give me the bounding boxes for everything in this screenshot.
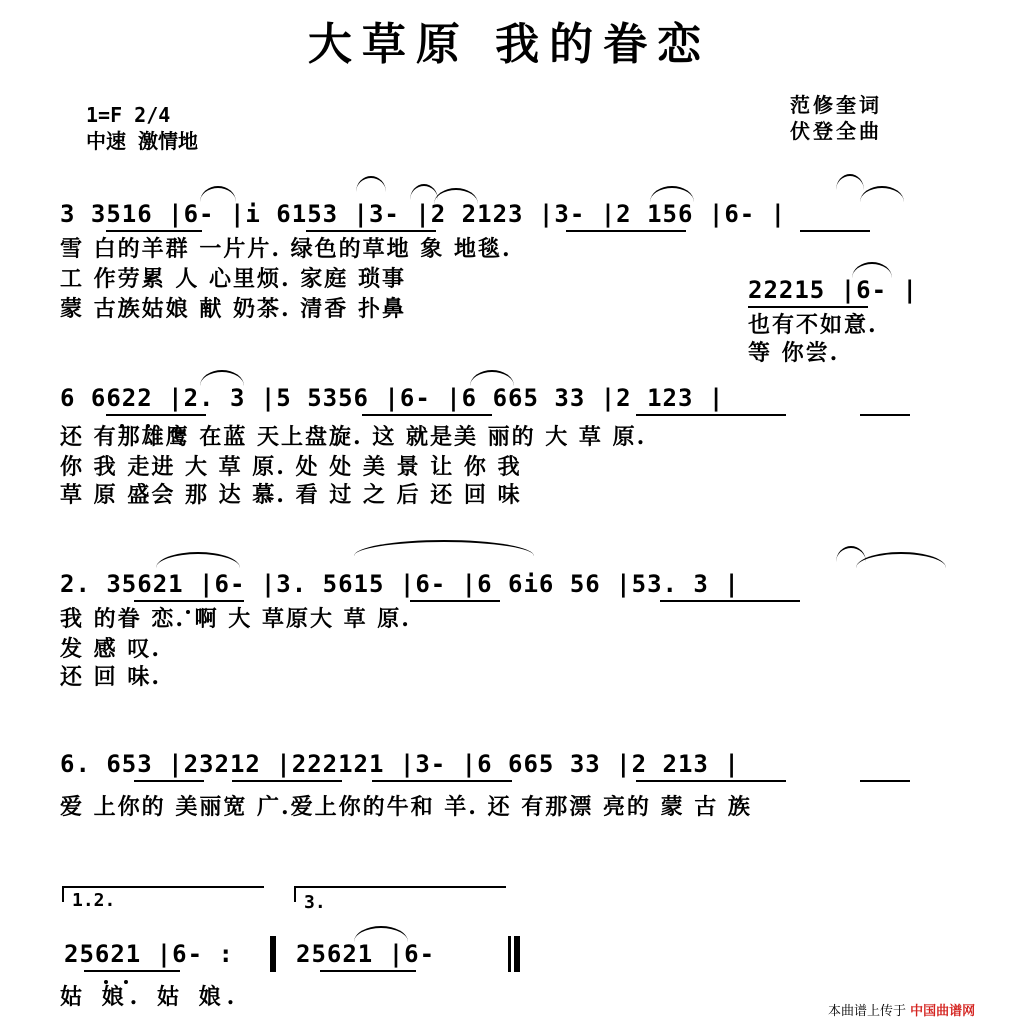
notation-text: 3 3516 |6- |i 6153 |3- |2 2123 |3- |2 156 |6- |	[60, 200, 787, 228]
beam	[660, 600, 800, 602]
lyric-line: 发 感 叹.	[60, 636, 161, 662]
slur	[354, 540, 534, 556]
beam	[410, 600, 500, 602]
tie	[470, 370, 514, 386]
tie	[156, 552, 240, 568]
notation-line-1b	[744, 276, 984, 316]
volta-label-2: 3.	[304, 892, 326, 913]
beam	[860, 414, 910, 416]
tempo-expression: 中速 激情地	[86, 129, 199, 153]
tie	[410, 184, 438, 200]
lyricist: 范修奎词	[790, 93, 882, 117]
composer: 伏登全曲	[790, 119, 882, 143]
notation-text: 6. 653 |23212 |222121 |3- |6 665 33 |2 213 |	[60, 750, 740, 778]
beam	[372, 780, 512, 782]
notation-line-4	[0, 750, 1019, 790]
notation-text: 2. 35621 |6- |3. 5615 |6- |6 6i6 56 |53. 3 |	[60, 570, 740, 598]
lyric-line: 我 的眷 恋. 啊 大 草原大 草 原.	[60, 606, 411, 632]
notation-text: 6 6622 |2. 3 |5 5356 |6- |6 665 33 |2 123 |	[60, 384, 725, 412]
beam	[134, 780, 204, 782]
tie	[836, 174, 864, 190]
repeat-barline	[270, 936, 276, 972]
lyric-line: 你 我 走进 大 草 原. 处 处 美 景 让 你 我	[60, 454, 522, 480]
beam	[362, 414, 492, 416]
tie	[852, 262, 892, 278]
lyric-line: 还 回 味.	[60, 664, 161, 690]
header-info-right	[790, 92, 882, 144]
notation-line-1	[0, 200, 1019, 240]
header-info-left	[86, 102, 198, 154]
tie	[356, 176, 386, 192]
beam	[860, 780, 910, 782]
lyric-line: 还 有那雄鹰 在蓝 天上盘旋. 这 就是美 丽的 大 草 原.	[60, 424, 647, 450]
beam	[84, 970, 180, 972]
volta-label-1: 1.2.	[72, 890, 116, 911]
tie	[650, 186, 694, 202]
tie	[434, 188, 478, 204]
volta-bracket-2	[294, 886, 506, 902]
beam	[106, 230, 202, 232]
notation-text-ending-2: 25621 |6-	[296, 940, 451, 968]
beam	[800, 230, 870, 232]
tie	[354, 926, 408, 942]
lyric-line: 姑 娘. 姑 娘.	[60, 984, 241, 1010]
tie	[856, 552, 946, 568]
beam	[566, 230, 686, 232]
lyric-line: 也有不如意.	[748, 312, 878, 338]
lyric-line: 爱 上你的 美丽宽 广.爱上你的牛和 羊. 还 有那漂 亮的 蒙 古 族	[60, 794, 752, 820]
lyric-line: 草 原 盛会 那 达 慕. 看 过 之 后 还 回 味	[60, 482, 522, 508]
notation-text-ending-1: 25621 |6- :	[64, 940, 234, 968]
footer-credit	[828, 1000, 975, 1019]
notation-line-5	[0, 940, 1019, 980]
lyric-line: 等 你尝.	[748, 340, 840, 366]
tie	[200, 370, 244, 386]
notation-text: 22215 |6- |	[748, 276, 918, 304]
notation-line-3	[0, 570, 1019, 610]
beam	[134, 600, 244, 602]
final-barline	[514, 936, 520, 972]
beam	[636, 414, 786, 416]
barline	[508, 936, 511, 972]
key-meter: 1=F 2/4	[86, 103, 171, 127]
page-title: 大草原 我的眷恋	[307, 19, 712, 70]
site-logo[interactable]: 中国曲谱网	[910, 1004, 976, 1019]
lyric-line: 工 作劳累 人 心里烦. 家庭 琐事	[60, 266, 406, 292]
beam	[232, 780, 342, 782]
footer-text: 本曲谱上传于	[828, 1004, 907, 1019]
lyric-line: 蒙 古族姑娘 献 奶茶. 清香 扑鼻	[60, 296, 406, 322]
lyric-line: 雪 白的羊群 一片片. 绿色的草地 象 地毯.	[60, 236, 512, 262]
beam	[748, 306, 868, 308]
beam	[306, 230, 436, 232]
notation-line-2	[0, 384, 1019, 424]
tie	[200, 186, 236, 202]
beam	[636, 780, 786, 782]
beam	[106, 414, 206, 416]
beam	[320, 970, 416, 972]
tie	[860, 186, 904, 202]
